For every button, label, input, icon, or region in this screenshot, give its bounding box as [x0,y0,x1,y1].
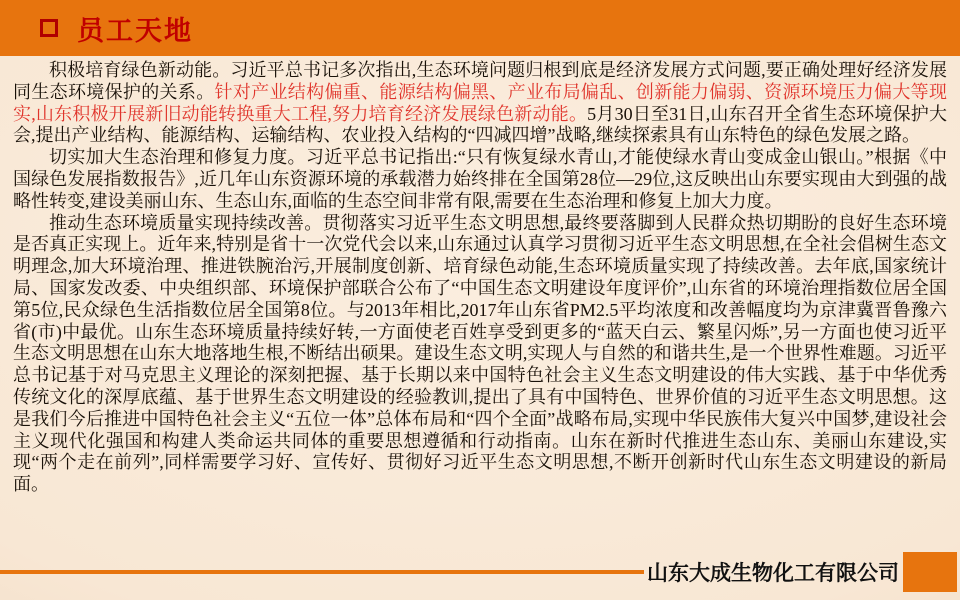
paragraph-1-red-highlight: 针对产业结构偏重、能源结构偏黑、产业布局偏乱、创新能力偏弱、资源环境压力偏大等现实,山东积极开展新旧动能转换重大工程,努力培育经济发展绿色新动能。 [13,81,948,124]
paragraph-2: 切实加大生态治理和修复力度。习近平总书记指出:“只有恢复绿水青山,才能使绿水青山变成金山银山。”根据《中国绿色发展指数报告》,近几年山东资源环境的承载潜力始终排在全国第28位—29位,这反映出山东要实现由大到强的战略性转变,建设美丽山东、生态山东,面临的生态空间非常有限,需要在生态治理和修复上加大力度。 [13,147,947,211]
paragraph-3: 推动生态环境质量实现持续改善。贯彻落实习近平生态文明思想,最终要落脚到人民群众热切期盼的良好生态环境是否真正实现上。近年来,特别是省十一次党代会以来,山东通过认真学习贯彻习近平生态文明思想,在全社会倡树生态文明理念,加大环境治理、推进铁腕治污,开展制度创新、培育绿色动能,生态环境质量实现了持续改善。去年底,国家统计局、国家发改委、中央组织部、环境保护部联合公布了“中国生态文明建设年度评价”,山东省的环境治理指数位居全国第5位,民众绿色生活指数位居全国第8位。与2013年相比,2017年山东省PM2.5平均浓度和改善幅度均为京津冀晋鲁豫六省(市)中最优。山东生态环境质量持续好转,一方面使老百姓享受到更多的“蓝天白云、繁星闪烁”,另一方面也使习近平生态文明思想在山东大地落地生根,不断结出硕果。建设生态文明,实现人与自然的和谐共生,是一个世界性难题。习近平总书记基于对马克思主义理论的深刻把握、基于长期以来中国特色社会主义生态文明建设的伟大实践、基于中华优秀传统文化的深厚底蕴、基于世界生态文明建设的经验教训,提出了具有中国特色、世界价值的习近平生态文明思想。这是我们今后推进中国特色社会主义“五位一体”总体布局和“四个全面”战略布局,实现中华民族伟大复兴中国梦,建设社会主义现代化强国和构建人类命运共同体的重要思想遵循和行动指南。山东在新时代推进生态山东、美丽山东建设,实现“两个走在前列”,同样需要学习好、宣传好、贯彻好习近平生态文明思想,不断开创新时代山东生态文明建设的新局面。 [13,212,947,495]
footer-divider-line [0,570,644,574]
footer [0,552,957,592]
header-bar [0,0,960,56]
square-bullet-icon [40,19,58,37]
footer-accent-square [903,552,957,592]
paragraph-1 [13,60,947,147]
paragraph-1-tail: 5月30日至31日,山东召开全省生态环境保护大会,提出产业结构、能源结构、运输结构、农业投入结构的“四减四增”战略,继续探索具有山东特色的绿色发展之路。 [13,103,948,146]
company-name: 山东大成生物化工有限公司 [647,562,899,585]
article-body [0,56,960,496]
paragraph-1-lead: 积极培育绿色新动能。习近平总书记多次指出,生态环境问题归根到底是经济发展方式问题,要正确处理好经济发展同生态环境保护的关系。 [13,60,947,102]
page-title: 员工天地 [77,15,193,46]
